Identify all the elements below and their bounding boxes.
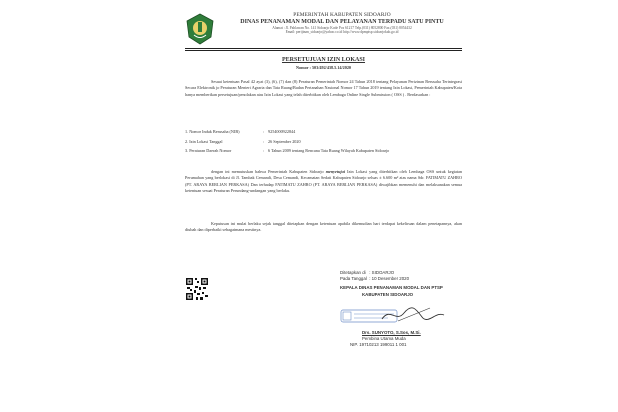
letterhead — [222, 12, 462, 34]
item-separator: : — [263, 148, 265, 154]
item-separator: : — [263, 138, 265, 144]
item-label: Nomor Induk Berusaha (NIB) — [189, 129, 240, 134]
decision-emphasis: menyetujui — [325, 169, 346, 174]
date-value: : 10 Desember 2020 — [369, 276, 410, 282]
signer-rank: Pembina Utama Muda — [362, 336, 406, 342]
item-number: 1. — [185, 129, 189, 134]
agency-contact: Email: perijinan_sidoarjo@yahoo.co.id http://www.dpmptsp.sidoarjokab.go.id — [285, 30, 399, 34]
signer-nip: NIP. 19710213 199011 1 001 — [350, 342, 407, 348]
item-label: Izin Lokasi Tanggal — [189, 138, 223, 144]
paragraph-decision-start: dengan ini memutuskan bahwa Pemerintah Kabupaten Sidoarjo — [211, 169, 324, 174]
list-item — [185, 148, 462, 158]
letterhead-rule-thin — [185, 50, 462, 51]
document-page — [148, 8, 466, 406]
agency-address: Alamat : Jl. Pahlawan No. 141 Sidoarjo Kode Pos 61217 Telp.(031) 8052800 Fax.(031) 8054432 — [272, 25, 412, 30]
paragraph-validity-text: Keputusan ini mulai berlaku sejak tanggal ditetapkan dengan ketentuan apabila dikemudian hari terdapat kekeliruan dalam penetapannya, akan diubah dan diperbaiki sebagaimana mestinya. — [185, 221, 462, 233]
document-title: PERSETUJUAN IZIN LOKASI — [281, 57, 366, 63]
signer-identity — [346, 330, 476, 349]
permit-details-list — [185, 129, 462, 158]
signature-block — [340, 270, 470, 298]
signer-position-region: KABUPATEN SIDOARJO — [362, 291, 414, 297]
list-item — [185, 139, 462, 149]
item-value: 6 Tahun 2009 tentang Rencana Tata Ruang Wilayah Kabupaten Sidoarjo — [268, 148, 390, 154]
regency-logo-icon — [185, 13, 215, 45]
signer-position: KEPALA DINAS PENANAMAN MODAL DAN PTSP — [340, 285, 443, 291]
place-label: Ditetapkan di — [340, 270, 366, 275]
government-name: PEMERINTAH KABUPATEN SIDOARJO — [293, 12, 391, 18]
paragraph-legal-basis-text: Sesuai ketentuan Pasal 42 ayat (3), (6), (7) dan (8) Peraturan Pemerintah Nomor 24 Tahun 2018 tentang Pelayanan Perizinan Berusaha Terintegrasi Secara Elektronik jo Peraturan Menteri Agraria dan Tata Ruang/Badan Pertanahan Nasional Nomor 17 Tahun 2019 tentang Izin Lokasi, Pemerintah Kabupaten/Kota hanya memberikan persetujuan/penolakan atas Izin Lokasi yang telah diterbitkan oleh Lembaga Online Single Submission ( OSS ) . Berdasarkan : — [185, 79, 462, 97]
paragraph-validity — [185, 221, 462, 234]
date-label: Pada Tanggal — [340, 276, 367, 282]
list-item — [185, 129, 462, 139]
handwritten-signature-icon — [378, 305, 448, 325]
place-value: : SIDOARJO — [369, 270, 395, 275]
paragraph-decision — [185, 169, 462, 195]
paragraph-decision-rest: Izin Lokasi yang diterbitkan oleh Lembaga OSS untuk kegiatan Perumahan yang berlokasi di Jl. Tambak Cemandi, Desa Cemandi, Kecamatan Sedati Kabupaten Sidoarjo seluas ± 6.600 m² atas nama Sdr. FATIMATU ZAHRO (PT. ARAYA BERLIAN PERKASA) Dan terhadap FATIMATU ZAHRO (PT. ARAYA BERLIAN PERKASA) diwajibkan memenuhi dan melaksanakan semua ketentuan sesuai Peraturan Perundang-undangan yang berlaku. — [185, 169, 463, 194]
signer-name: Drs. SUNYOTO, S.Sos, M.Si. — [362, 330, 421, 335]
item-value: 26 September 2020 — [268, 138, 301, 144]
item-value: 9254000922844 — [268, 129, 296, 134]
item-label: Peraturan Daerah Nomor — [189, 148, 232, 154]
item-separator: : — [263, 129, 265, 134]
date-line — [340, 276, 470, 282]
item-number: 3. — [185, 148, 189, 154]
paragraph-legal-basis — [185, 79, 462, 98]
document-number: Nomor : 503/492/438.5.14/2020 — [295, 65, 352, 70]
qr-code-icon — [185, 277, 209, 301]
agency-name: DINAS PENANAMAN MODAL DAN PELAYANAN TERPADU SATU PINTU — [240, 18, 444, 25]
item-number: 2. — [185, 138, 189, 144]
